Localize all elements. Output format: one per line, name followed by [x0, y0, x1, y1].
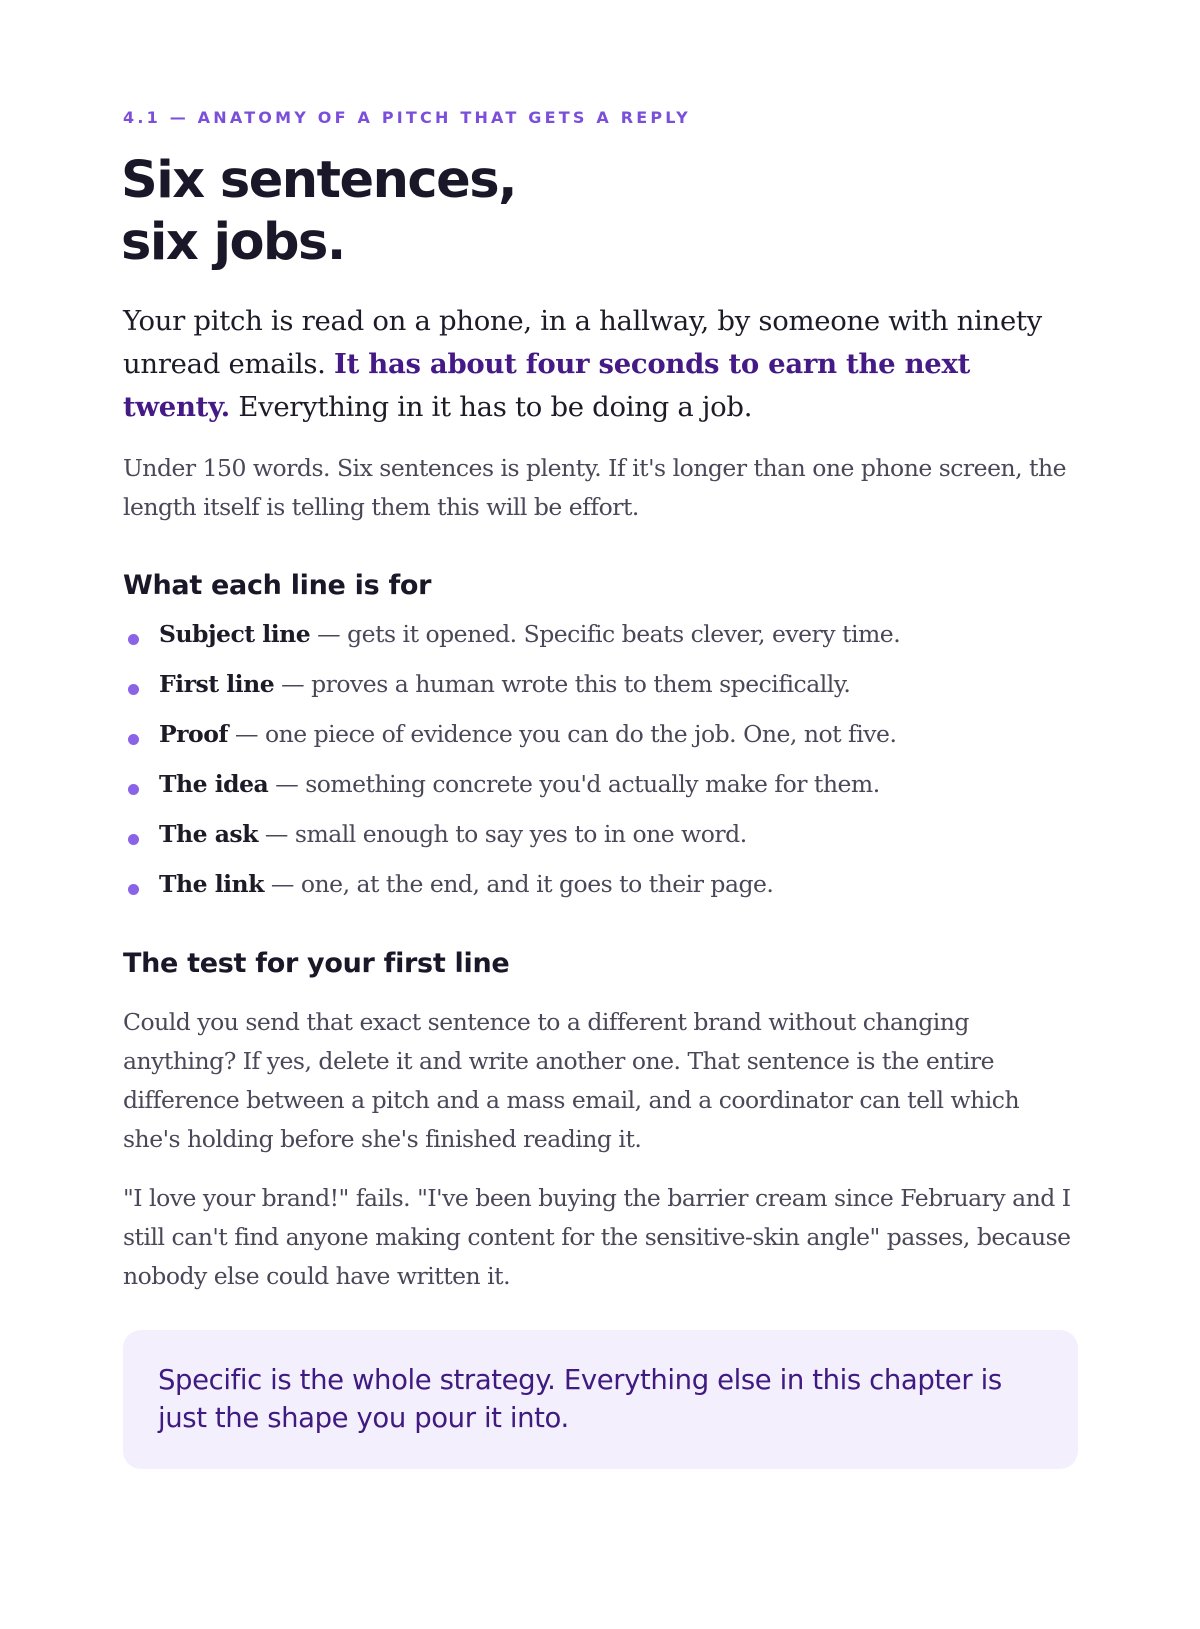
- callout-text: Specific is the whole strategy. Everything else in this chapter is just the shape you pour it into.: [158, 1364, 1002, 1434]
- list-item-text: — small enough to say yes to in one word.: [257, 820, 747, 848]
- list-item-term: Subject line: [159, 620, 311, 648]
- list-item-term: The link: [159, 870, 264, 898]
- list-item-text: — gets it opened. Specific beats clever, every time.: [310, 620, 901, 648]
- list-item-text: — something concrete you'd actually make for them.: [268, 770, 880, 798]
- list-item-term: The ask: [159, 820, 258, 848]
- list-item-proof: [123, 717, 1078, 767]
- list-item-subject-line: [123, 617, 1078, 667]
- lede-text-start: Your pitch is read on a phone, in a hallway, by someone with ninety unread emails.: [123, 305, 1042, 380]
- bullet-dot-icon: [128, 684, 139, 695]
- list-item-term: The idea: [159, 770, 269, 798]
- section-eyebrow: 4.1 — ANATOMY OF A PITCH THAT GETS A REPLY: [123, 108, 691, 127]
- list-item-the-link: [123, 867, 1078, 917]
- lines-heading: What each line is for: [123, 570, 432, 601]
- pitch-lines-list: [123, 617, 1078, 917]
- list-item-text: — one, at the end, and it goes to their page.: [263, 870, 774, 898]
- list-item-text: — one piece of evidence you can do the job. One, not five.: [228, 720, 897, 748]
- list-item-term: Proof: [159, 720, 229, 748]
- test-heading: The test for your first line: [123, 948, 510, 979]
- bullet-dot-icon: [128, 734, 139, 745]
- list-item-the-ask: [123, 817, 1078, 867]
- bullet-dot-icon: [128, 884, 139, 895]
- bullet-dot-icon: [128, 784, 139, 795]
- list-item-term: First line: [159, 670, 275, 698]
- bullet-dot-icon: [128, 834, 139, 845]
- list-item-the-idea: [123, 767, 1078, 817]
- intro-note: Under 150 words. Six sentences is plenty. If it's longer than one phone screen, the length itself is telling them this will be effort.: [123, 454, 1067, 521]
- page-title-line-1: Six sentences,: [121, 151, 516, 210]
- intro-lede: [123, 300, 1078, 429]
- callout-box: [123, 1330, 1078, 1469]
- bullet-dot-icon: [128, 634, 139, 645]
- page-title: [121, 150, 516, 274]
- lede-text-end: Everything in it has to be doing a job.: [229, 391, 753, 423]
- lede-highlight: It has about four seconds to earn the next twenty.: [123, 348, 971, 423]
- list-item-first-line: [123, 667, 1078, 717]
- page-title-line-2: six jobs.: [121, 213, 345, 272]
- list-item-text: — proves a human wrote this to them specifically.: [274, 670, 851, 698]
- test-paragraph-1: Could you send that exact sentence to a different brand without changing anything? If yes, delete it and write another one. That sentence is the entire difference between a pitch and a mass email, and a coordinator can tell which she's holding before she's finished reading it.: [123, 1008, 1020, 1153]
- test-paragraph-2: "I love your brand!" fails. "I've been buying the barrier cream since February and I still can't find anyone making content for the sensitive-skin angle" passes, because nobody else could have written it.: [123, 1184, 1071, 1290]
